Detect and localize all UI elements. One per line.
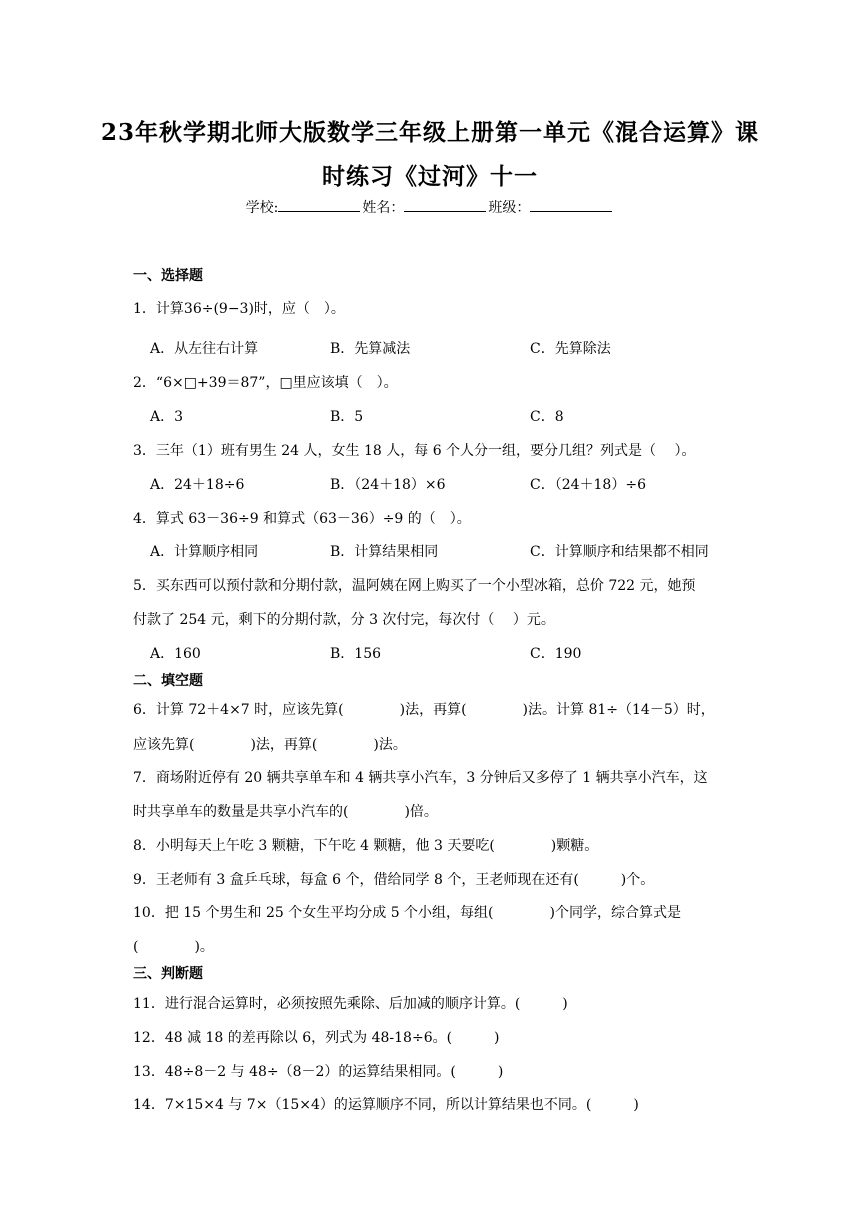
- question-10-line-1: 10．把 15 个男生和 25 个女生平均分成 5 个小组，每组( )个同学，综合算式是: [133, 905, 681, 921]
- school-blank: [278, 197, 360, 212]
- q1-option-b: B．先算减法: [330, 341, 411, 357]
- name-label: 姓名：: [362, 200, 405, 216]
- question-12: 12．48 减 18 的差再除以 6，列式为 48-18÷6。( ): [133, 1030, 500, 1046]
- question-6-line-1: 6．计算 72＋4×7 时，应该先算( )法，再算( )法。计算 81÷（14－5）时，: [133, 702, 715, 718]
- question-7-line-2: 时共享单车的数量是共享小汽车的( )倍。: [133, 804, 438, 820]
- question-8: 8．小明每天上午吃 3 颗糖，下午吃 4 颗糖，他 3 天要吃( )颗糖。: [133, 838, 599, 854]
- q2-option-b: B．5: [330, 409, 364, 425]
- class-blank: [530, 197, 612, 212]
- page-title-line-1: 23年秋学期北师大版数学三年级上册第一单元《混合运算》课: [100, 119, 759, 146]
- question-11: 11．进行混合运算时，必须按照先乘除、后加减的顺序计算。( ): [133, 996, 568, 1012]
- question-5-line-1: 5．买东西可以预付款和分期付款，温阿姨在网上购买了一个小型冰箱，总价 722 元，她预: [133, 578, 696, 594]
- question-1: 1．计算36÷(9−3)时，应（ ）。: [133, 301, 345, 317]
- question-5-line-2: 付款了 254 元，剩下的分期付款，分 3 次付完，每次付（ ）元。: [133, 612, 555, 628]
- question-3: 3．三年（1）班有男生 24 人，女生 18 人，每 6 个人分一组，要分几组？列式是（ ）。: [133, 443, 696, 459]
- question-2: 2．“6×□+39＝87”，□里应该填（ ）。: [133, 375, 398, 391]
- school-label: 学校:: [245, 200, 279, 216]
- section-heading-choice: 一、选择题: [133, 268, 203, 284]
- question-14: 14．7×15×4 与 7×（15×4）的运算顺序不同，所以计算结果也不同。( ): [133, 1097, 639, 1113]
- question-7-line-1: 7．商场附近停有 20 辆共享单车和 4 辆共享小汽车，3 分钟后又多停了 1 辆共享小汽车，这: [133, 770, 708, 786]
- q3-option-c: C．（24＋18）÷6: [530, 477, 646, 493]
- q5-option-c: C．190: [530, 646, 582, 662]
- name-blank: [404, 197, 486, 212]
- q4-option-a: A．计算顺序相同: [150, 544, 259, 560]
- q1-option-a: A．从左往右计算: [150, 341, 259, 357]
- q5-option-a: A．160: [150, 646, 201, 662]
- section-heading-fill-in: 二、填空题: [133, 673, 203, 689]
- question-9: 9．王老师有 3 盒乒乓球，每盒 6 个，借给同学 8 个，王老师现在还有( )个。: [133, 872, 655, 888]
- q3-option-b: B．（24＋18）×6: [330, 477, 446, 493]
- question-10-line-2: ( )。: [133, 939, 214, 955]
- q3-option-a: A．24＋18÷6: [150, 477, 245, 493]
- q4-option-c: C．计算顺序和结果都不相同: [530, 544, 709, 560]
- question-4: 4．算式 63－36÷9 和算式（63－36）÷9 的（ ）。: [133, 511, 471, 527]
- question-13: 13．48÷8－2 与 48÷（8－2）的运算结果相同。( ): [133, 1064, 504, 1080]
- q5-option-b: B．156: [330, 646, 382, 662]
- class-label: 班级：: [488, 200, 531, 216]
- q2-option-c: C．8: [530, 409, 564, 425]
- question-6-line-2: 应该先算( )法，再算( )法。: [133, 737, 407, 753]
- page-title-line-2: 时练习《过河》十一: [322, 163, 538, 190]
- q2-option-a: A．3: [150, 409, 184, 425]
- student-info: [0, 197, 860, 217]
- q4-option-b: B．计算结果相同: [330, 544, 439, 560]
- section-heading-true-false: 三、判断题: [133, 966, 203, 982]
- q1-option-c: C．先算除法: [530, 341, 611, 357]
